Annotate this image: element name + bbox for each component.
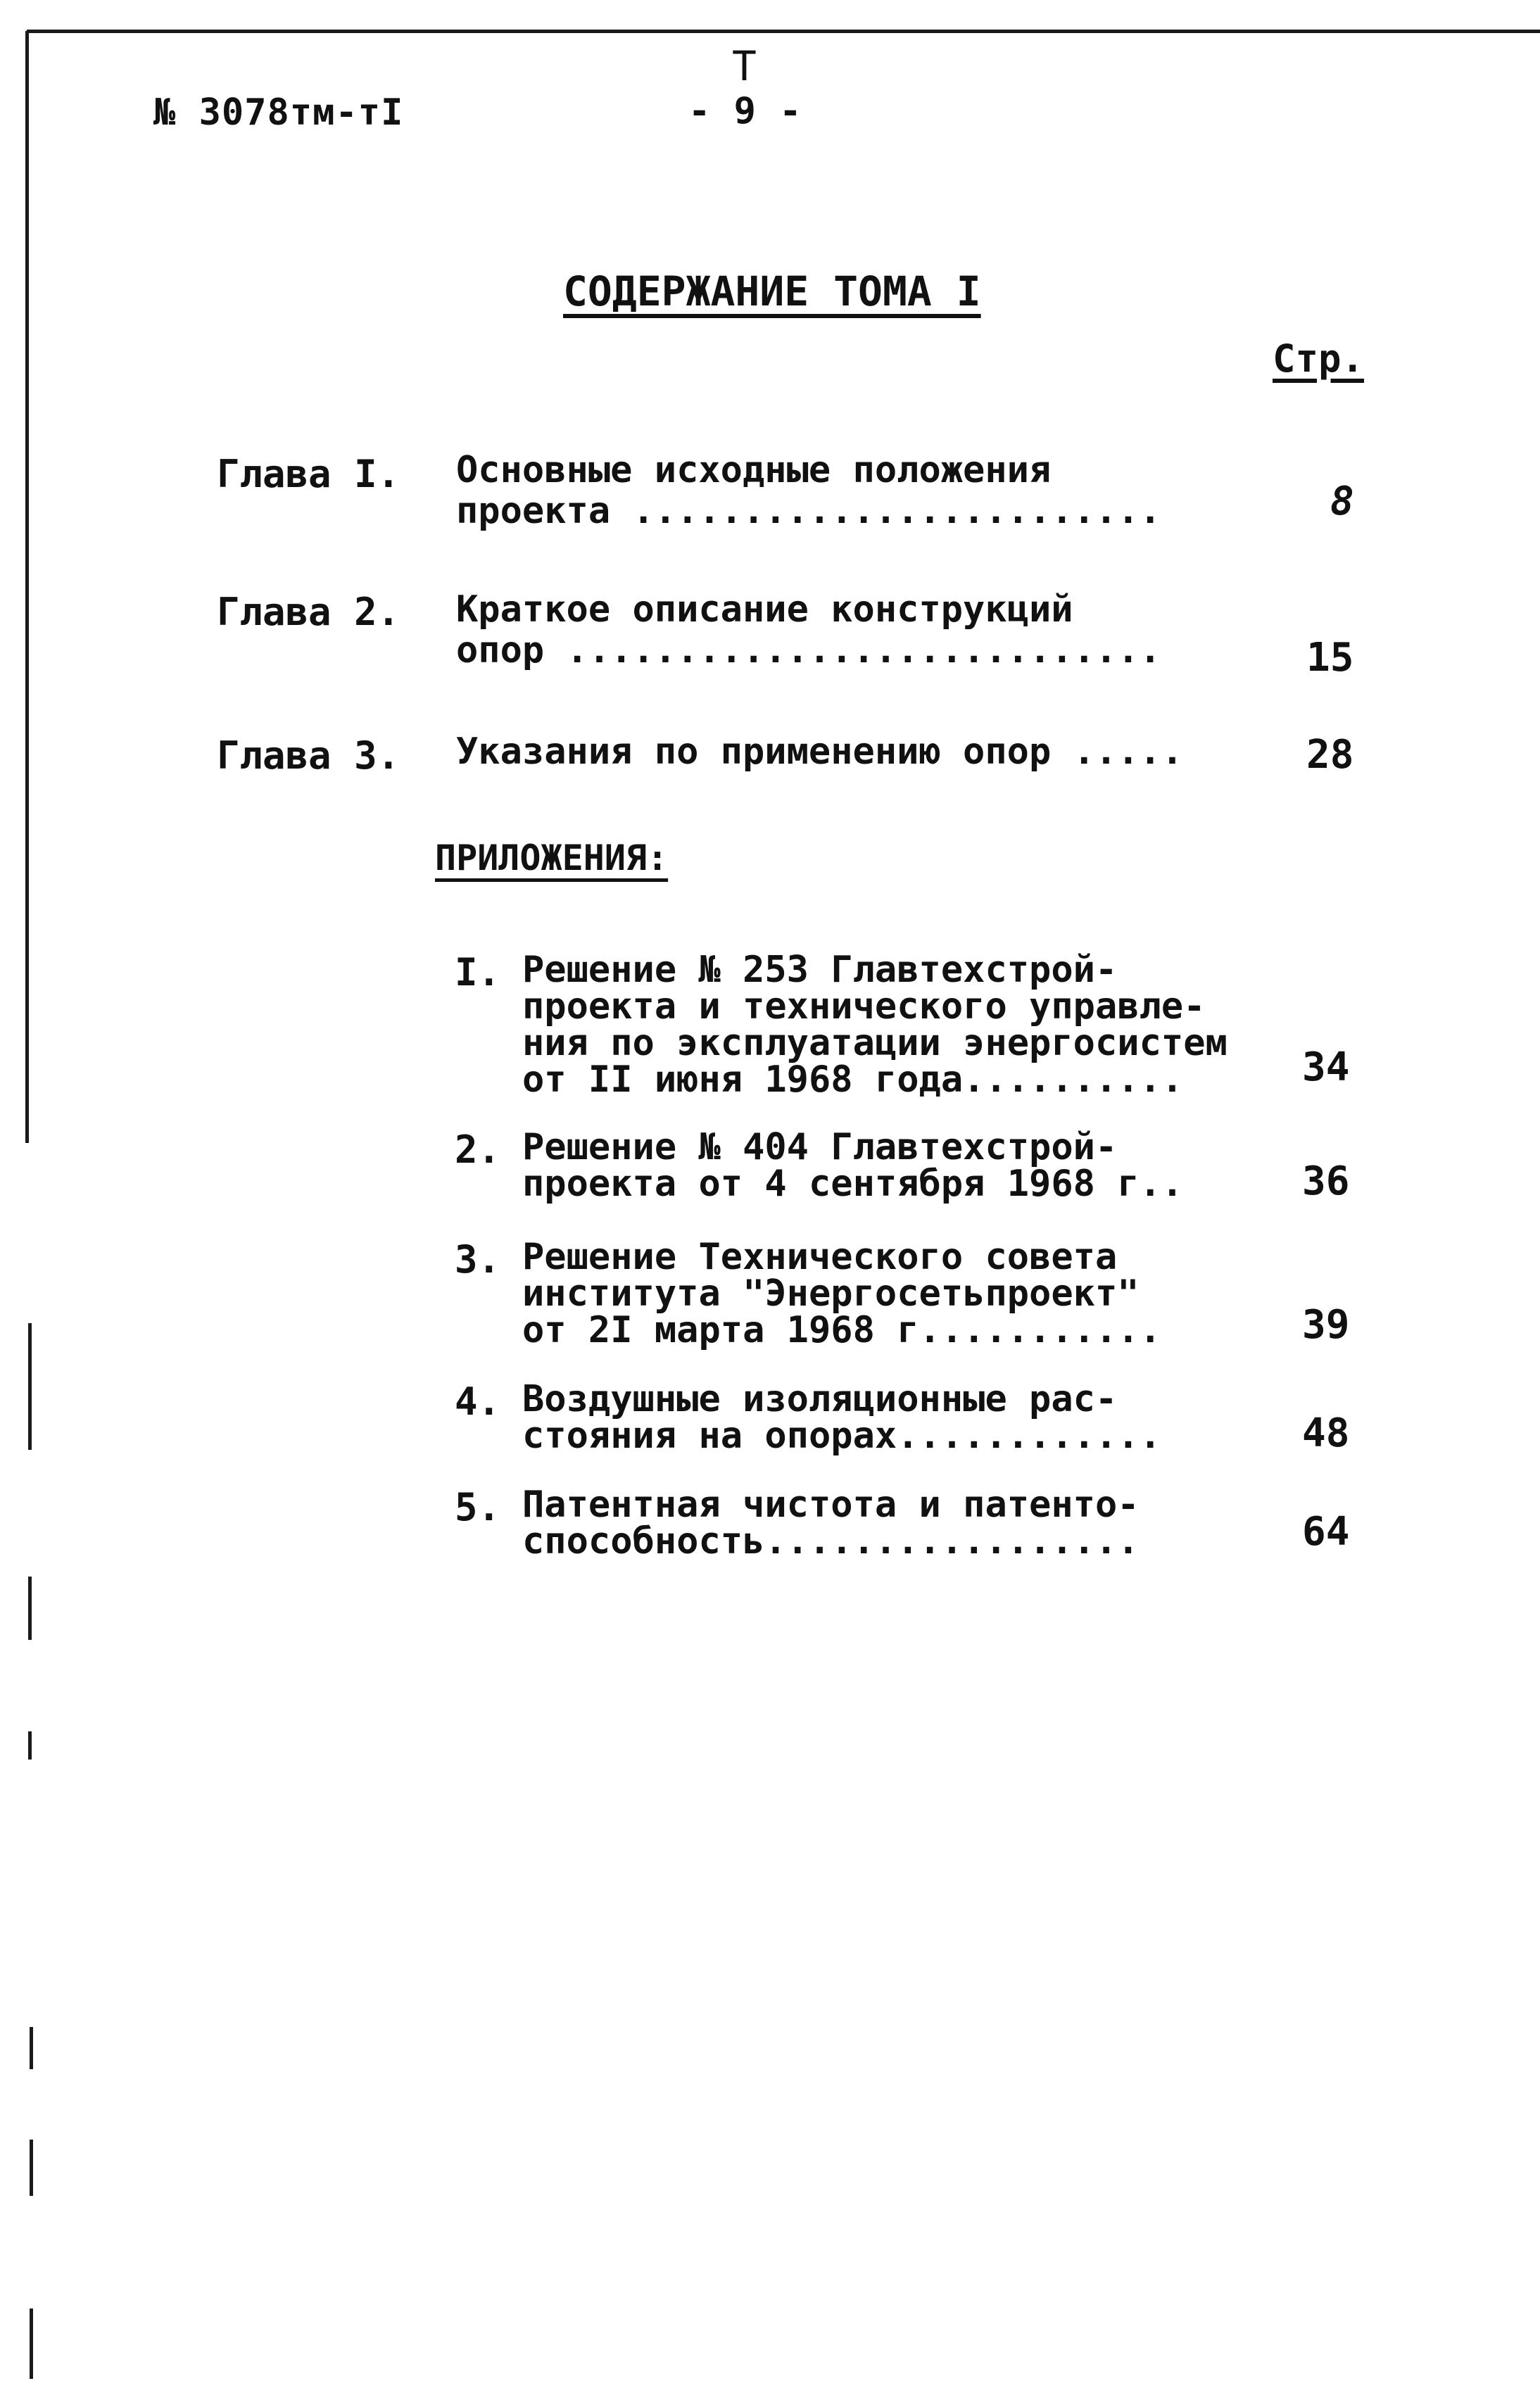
chapter-title-line: проекта ........................ (456, 490, 1161, 532)
appendix-line: проекта от 4 сентября 1968 г.. (522, 1163, 1184, 1205)
appendix-page: 34 (1302, 1044, 1350, 1090)
appendix-line: от II июня 1968 года.......... (522, 1059, 1184, 1101)
appendix-line: проекта и технического управле- (522, 985, 1206, 1028)
appendix-line: ния по эксплуатации энергосистем (522, 1022, 1227, 1064)
appendix-line: института "Энергосетьпроект" (522, 1272, 1140, 1315)
chapter-page: 28 (1306, 732, 1354, 778)
appendix-number: 3. (455, 1237, 501, 1282)
left-edge-mark (30, 2309, 33, 2379)
appendix-page: 48 (1302, 1410, 1350, 1456)
appendix-line: Решение № 404 Главтехстрой- (522, 1126, 1118, 1168)
appendix-line: Решение № 253 Главтехстрой- (522, 949, 1118, 991)
left-edge-mark (30, 2027, 33, 2069)
chapter-title-line: Краткое описание конструкций (456, 588, 1073, 631)
appendix-line: от 2I марта 1968 г........... (522, 1309, 1161, 1351)
appendix-number: 2. (455, 1128, 501, 1172)
chapter-page: 15 (1306, 635, 1354, 681)
left-edge-mark (28, 1577, 32, 1640)
appendix-number: I. (455, 950, 501, 994)
chapter-page: 8 (1330, 479, 1354, 524)
page-title: СОДЕРЖАНИЕ ТОМА I (563, 267, 981, 315)
left-edge-mark (30, 2140, 33, 2196)
chapter-label: Глава 3. (217, 733, 400, 778)
appendix-heading: ПРИЛОЖЕНИЯ: (435, 838, 669, 878)
page-column-label: Стр. (1273, 336, 1365, 381)
chapter-title-line: Указания по применению опор ..... (456, 731, 1184, 773)
appendix-line: Решение Технического совета (522, 1236, 1118, 1278)
handwritten-mark: T (732, 42, 757, 90)
appendix-line: Воздушные изоляционные рас- (522, 1378, 1118, 1420)
chapter-label: Глава I. (217, 452, 400, 496)
appendix-page: 39 (1302, 1302, 1350, 1348)
appendix-line: Патентная чистота и патенто- (522, 1484, 1140, 1526)
appendix-number: 4. (455, 1379, 501, 1424)
left-edge-mark (28, 1731, 32, 1760)
chapter-label: Глава 2. (217, 590, 400, 634)
appendix-line: способность................. (522, 1520, 1140, 1562)
page-border-top (27, 30, 1540, 33)
appendix-line: стояния на опорах............ (522, 1415, 1161, 1457)
chapter-title-line: Основные исходные положения (456, 449, 1052, 491)
chapter-title-line: опор ........................... (456, 629, 1161, 671)
appendix-number: 5. (455, 1485, 501, 1529)
document-number: № 3078тм-тI (153, 91, 404, 134)
left-edge-mark (25, 31, 29, 1143)
page-number: - 9 - (688, 90, 802, 132)
appendix-page: 36 (1302, 1158, 1350, 1204)
appendix-page: 64 (1302, 1509, 1350, 1555)
left-edge-mark (28, 1323, 32, 1450)
